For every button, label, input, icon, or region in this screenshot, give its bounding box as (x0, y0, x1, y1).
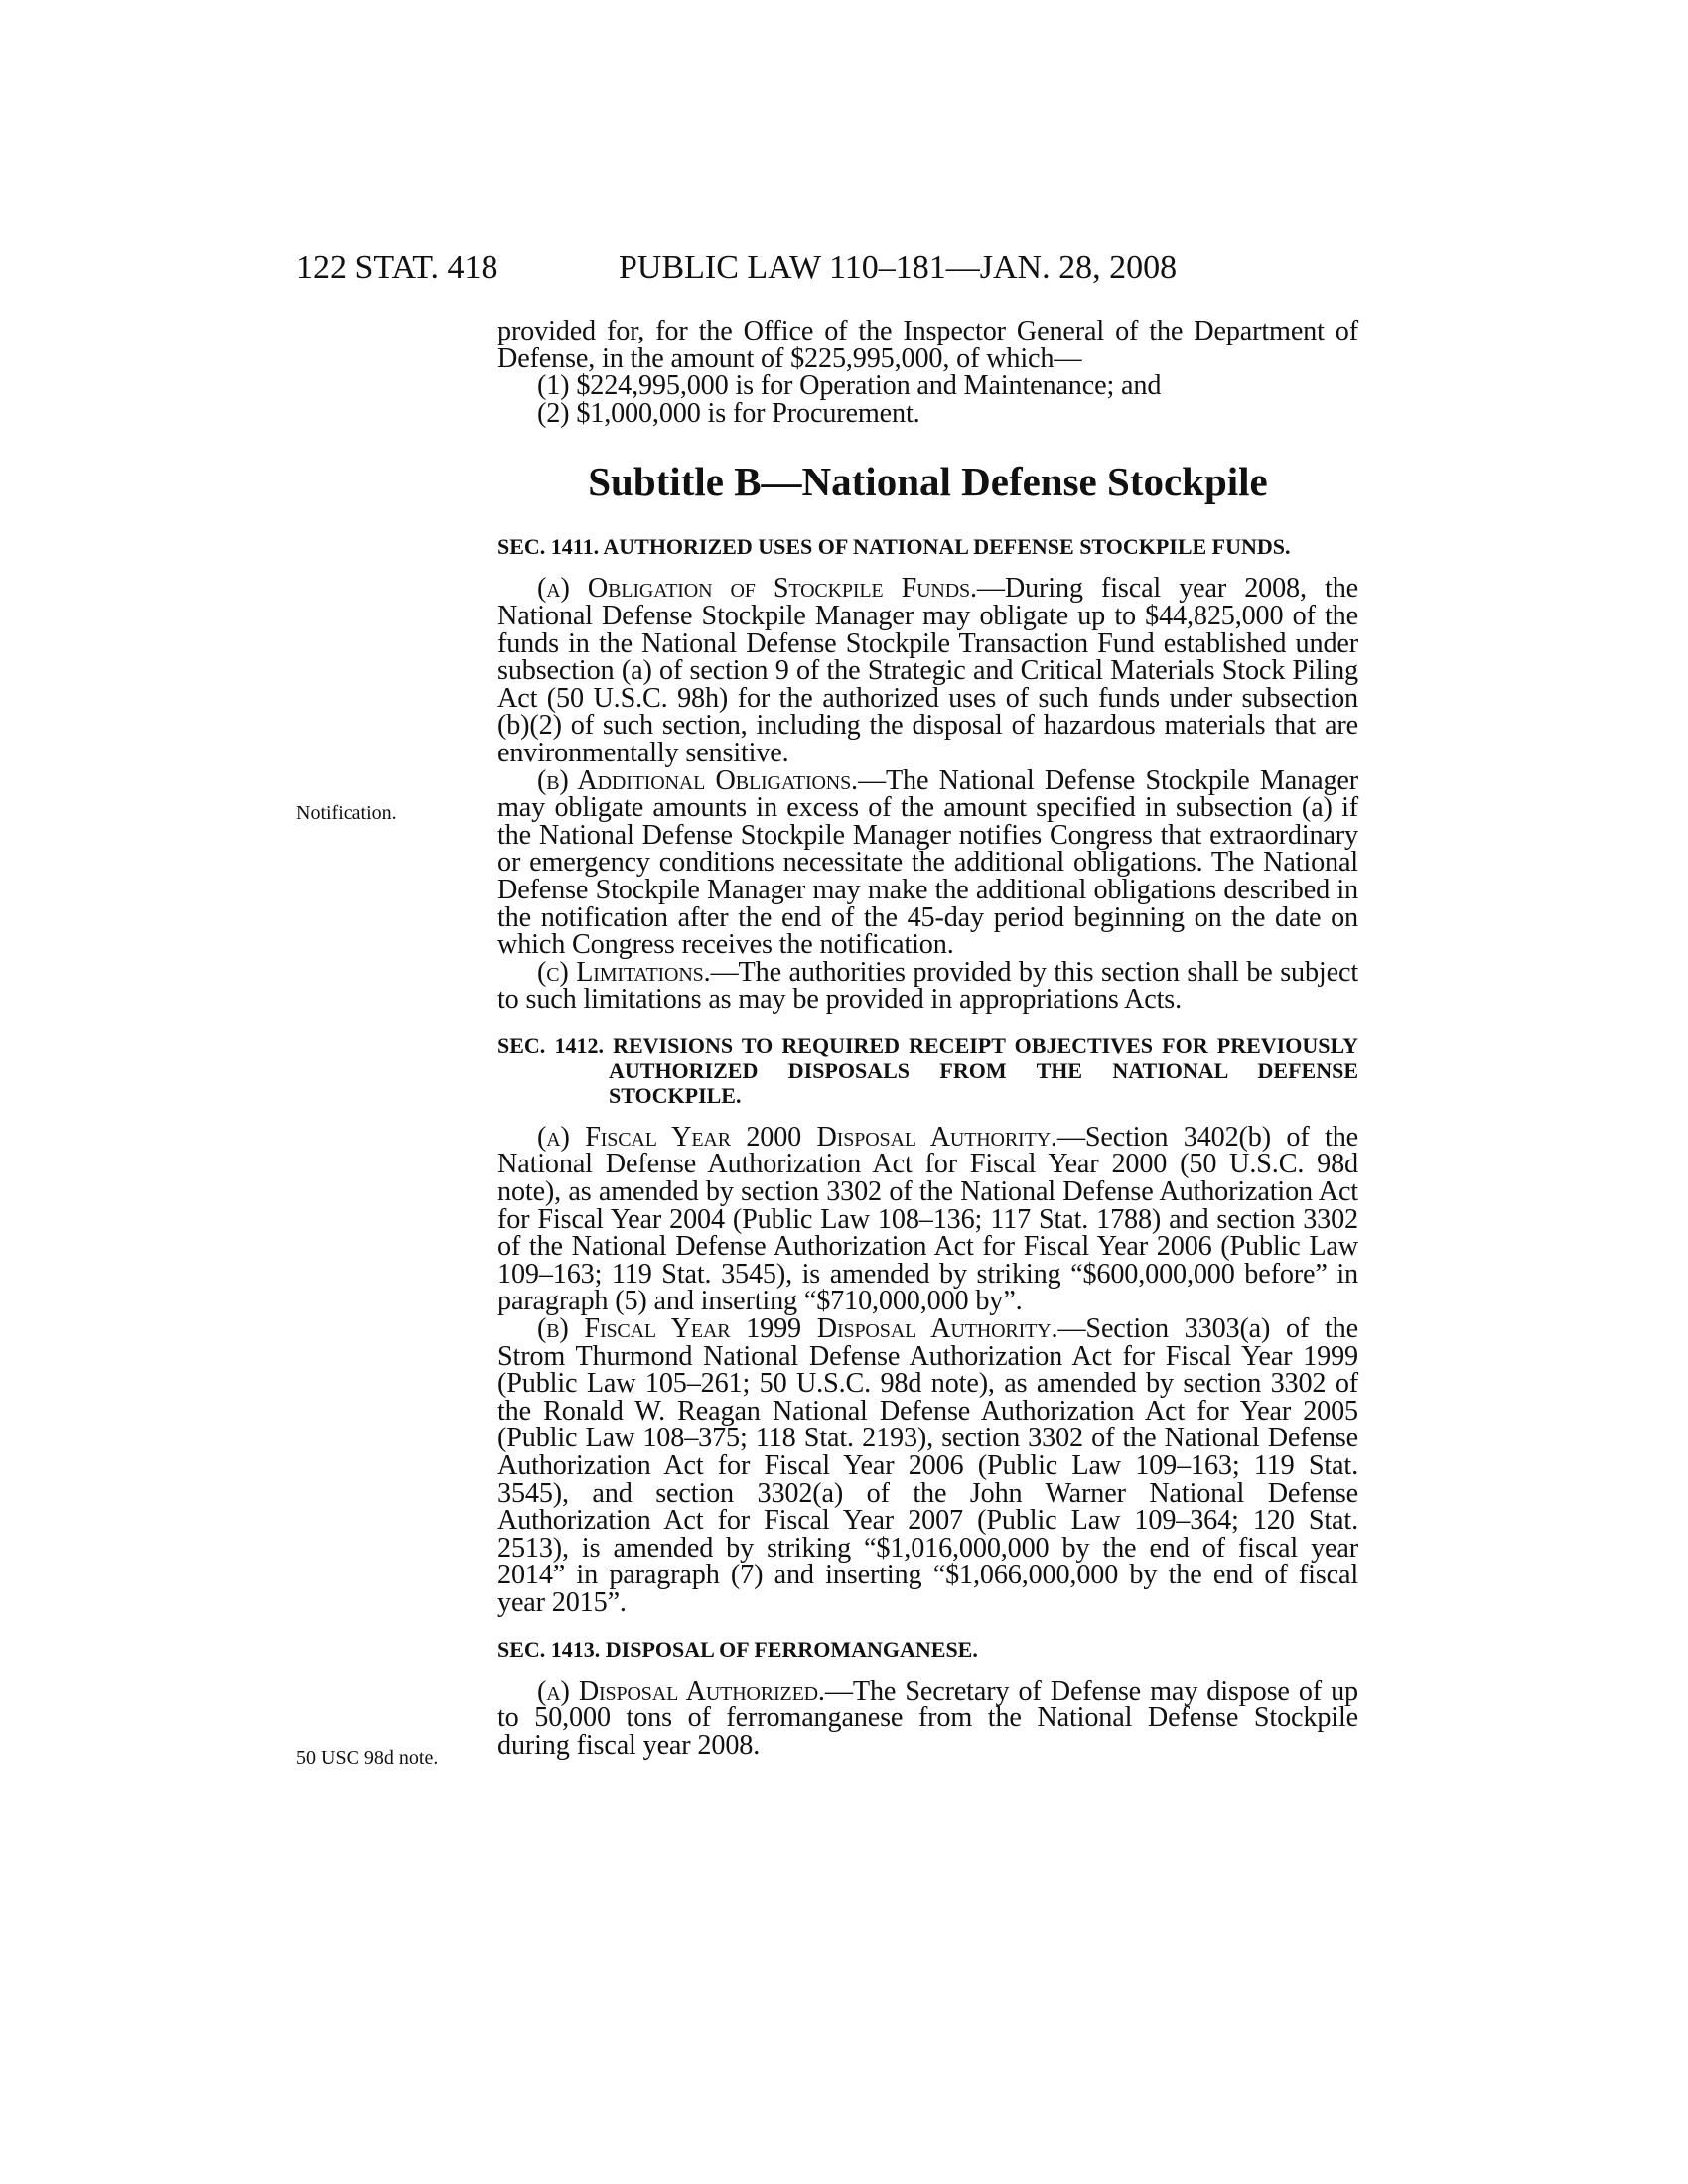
sec-1411-para-a (497, 575, 1358, 766)
sec-1412-heading: SEC. 1412. REVISIONS TO REQUIRED RECEIPT OBJECTIVES FOR PREVIOUSLY AUTHORIZED DISPOSALS FROM THE NATIONAL DEFENSE STOCKPILE. (497, 1032, 1358, 1108)
subtitle-heading: Subtitle B—National Defense Stockpile (588, 459, 1268, 505)
sec-1411-c-text: —The authorities provided by this section shall be subject to such limitations as may be provided in appropriations Acts. (497, 956, 1359, 1016)
sec-1412-a-text: —Section 3402(b) of the National Defense Authorization Act for Fiscal Year 2000 (50 U.S.C. 98d note), as amended by section 3302 of the National Defense Authorization Act for Fiscal Year 2004 (Public Law 108–136; 117 Stat. 1788) and section 3302 of the National Defense Authorization Act for Fiscal Year 2006 (Public Law 109–163; 119 Stat. 3545), is amended by striking “$600,000,000 before” in paragraph (5) and inserting “$710,000,000 by”. (497, 1121, 1358, 1317)
sec-1413-a-text: —The Secretary of Defense may dispose of up to 50,000 tons of ferromanganese from the National Defense Stockpile during fiscal year 2008. (497, 1675, 1358, 1761)
margin-note-notification: Notification. (296, 802, 397, 824)
sec-1412-b-label: (b) Fiscal Year 1999 Disposal Authority. (537, 1313, 1058, 1345)
sec-1411-b-text: —The National Defense Stockpile Manager may obligate amounts in excess of the amount specified in subsection (a) if the National Defense Stockpile Manager notifies Congress that extraordinary or emergency conditions necessitate the additional obligations. The National Defense Stockpile Manager may make the additional obligations described in the notification after the end of the 45-day period beginning on the date on which Congress receives the notification. (497, 764, 1359, 961)
intro-item-2: (2) $1,000,000 is for Procurement. (537, 397, 920, 429)
sec-1411-c-label: (c) Limitations. (537, 956, 711, 988)
sec-1411-para-b (497, 764, 1359, 961)
sec-1411-para-c (497, 956, 1359, 1016)
sec-1411-a-text: —During fiscal year 2008, the National Defense Stockpile Manager may obligate up to $44,825,000 of the funds in the National Defense Stockpile Transaction Fund established under subsection (a) of section 9 of the Strategic and Critical Materials Stock Piling Act (50 U.S.C. 98h) for the authorized uses of such funds under subsection (b)(2) of such section, including the disposal of hazardous materials that are environmentally sensitive. (497, 573, 1358, 768)
sec-1412-b-text: —Section 3303(a) of the Strom Thurmond National Defense Authorization Act for Fiscal Year 1999 (Public Law 105–261; 50 U.S.C. 98d note), as amended by section 3302 of the Ronald W. Reagan National Defense Authorization Act for Year 2005 (Public Law 108–375; 118 Stat. 2193), section 3302 of the National Defense Authorization Act for Fiscal Year 2006 (Public Law 109–163; 119 Stat. 3545), and section 3302(a) of the John Warner National Defense Authorization Act for Fiscal Year 2007 (Public Law 109–364; 120 Stat. 2513), is amended by striking “$1,016,000,000 by the end of fiscal year 2014” in paragraph (7) and inserting “$1,066,000,000 by the end of fiscal year 2015”. (497, 1313, 1358, 1618)
sec-1413-a-label: (a) Disposal Authorized. (537, 1675, 825, 1706)
intro-item-1: (1) $224,995,000 is for Operation and Maintenance; and (537, 370, 1162, 402)
margin-note-usc: 50 USC 98d note. (296, 1747, 439, 1769)
sec-1413-para-a (497, 1675, 1358, 1761)
sec-1411-a-label: (a) Obligation of Stockpile Funds. (537, 573, 977, 605)
sec-1413-heading: SEC. 1413. DISPOSAL OF FERROMANGANESE. (497, 1636, 978, 1662)
sec-1411-heading: SEC. 1411. AUTHORIZED USES OF NATIONAL DEFENSE STOCKPILE FUNDS. (497, 534, 1291, 560)
document-body (497, 318, 1358, 1759)
sec-1412-para-b (497, 1315, 1358, 1617)
intro-paragraph: provided for, for the Office of the Inspector General of the Department of Defense, in the amount of $225,995,000, of which— (497, 316, 1358, 374)
sec-1412-a-label: (a) Fiscal Year 2000 Disposal Authority. (537, 1121, 1057, 1153)
public-law-title: PUBLIC LAW 110–181—JAN. 28, 2008 (619, 249, 1178, 286)
stat-page-number: 122 STAT. 418 (296, 249, 498, 286)
sec-1411-b-label: (b) Additional Obligations. (537, 764, 858, 796)
sec-1412-para-a (497, 1121, 1358, 1317)
